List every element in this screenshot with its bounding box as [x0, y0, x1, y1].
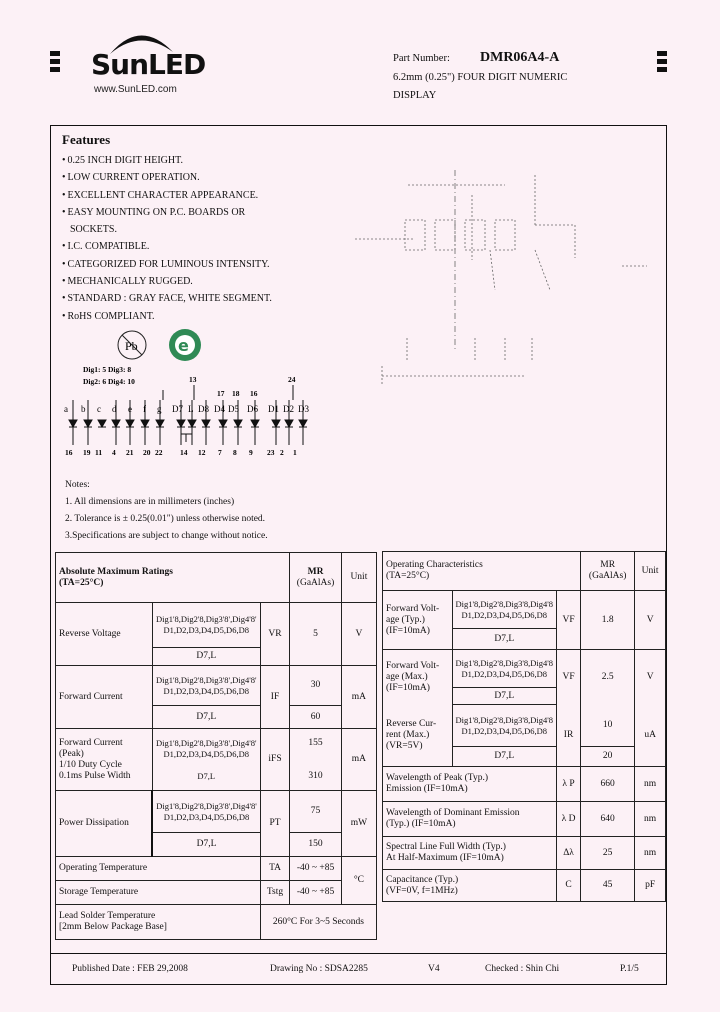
feature-item [62, 187, 272, 204]
segment-label: D4 [214, 404, 225, 414]
diode-icon [202, 420, 210, 427]
feature-item [62, 169, 272, 186]
diode-icon [251, 420, 259, 427]
logo-text: SunLED [91, 48, 206, 81]
segment-label: L [188, 404, 194, 414]
param-symbol: iFS [260, 729, 290, 791]
d7-group: D7,L [452, 629, 557, 650]
param-name: Forward Current [59, 737, 123, 748]
feature-item [62, 204, 272, 221]
col-mr-material: (GaAlAs) [296, 577, 335, 588]
diode-icon [299, 420, 307, 427]
feature-item [62, 273, 272, 290]
feature-text: EASY MOUNTING ON P.C. BOARDS OR [67, 206, 246, 218]
internal-circuit-diagram [55, 360, 320, 460]
param-name: (Typ.) (IF=10mA) [386, 819, 456, 829]
param-value: 5 [290, 603, 341, 666]
param-unit: mA [341, 666, 376, 729]
col-unit: Unit [635, 552, 666, 591]
d7-group: D7,L [152, 706, 260, 729]
param-unit: nm [635, 767, 666, 802]
param-unit: °C [341, 857, 376, 905]
param-symbol: VR [260, 603, 290, 666]
pin-number: 12 [198, 448, 206, 457]
description-line1: 6.2mm (0.25") FOUR DIGIT NUMERIC [393, 72, 568, 83]
table-row [383, 767, 666, 802]
digit-group: Dig1'8,Dig2'8,Dig3'8',Dig4'8' [155, 737, 257, 748]
feature-item [62, 290, 272, 307]
features-section [62, 132, 272, 325]
pin-number: 11 [95, 448, 103, 457]
d7-group: D7,L [152, 648, 260, 666]
operating-characteristics-table [382, 551, 666, 902]
feature-item: SOCKETS. [70, 224, 117, 236]
table-row [56, 791, 377, 833]
pin-number: 16 [65, 448, 73, 457]
param-name: Forward Volt- [386, 603, 440, 614]
d7-group: D7,L [452, 688, 557, 705]
param-symbol: VF [557, 591, 581, 650]
digit-pins-line2: Dig2: 6 Dig4: 10 [83, 377, 135, 386]
table-title: Absolute Maximum Ratings [59, 566, 174, 577]
param-value: 1.8 [581, 591, 635, 650]
table-row [56, 857, 377, 881]
segment-label: D2 [283, 404, 294, 414]
table-condition: (TA=25°C) [59, 577, 104, 588]
feature-item [62, 238, 272, 255]
version: V4 [428, 964, 440, 974]
segment-label: a [64, 404, 68, 414]
page-number: P.1/5 [620, 964, 639, 974]
d-group: D1,D2,D3,D4,D5,D6,D8 [461, 668, 547, 679]
pin-number: 4 [112, 448, 116, 457]
description-line2: DISPLAY [393, 90, 437, 101]
diode-icon [98, 420, 106, 427]
diode-icon [141, 420, 149, 427]
bullet-icon: • [62, 206, 66, 218]
param-name: Wavelength of Peak (Typ.) [386, 773, 488, 783]
table-row [56, 905, 377, 940]
param-name: Forward Volt- [386, 660, 440, 671]
col-mr-material: (GaAlAs) [588, 571, 627, 581]
footer [50, 957, 667, 985]
feature-text: LOW CURRENT OPERATION. [67, 172, 200, 184]
compliance-badges [115, 325, 215, 365]
feature-text: STANDARD : GRAY FACE, WHITE SEGMENT. [67, 293, 272, 305]
checked-by: Checked : Shin Chi [485, 964, 560, 974]
d-group: D1,D2,D3,D4,D5,D6,D8 [163, 748, 249, 759]
param-symbol: VF [557, 650, 581, 705]
param-symbol: IF [260, 666, 290, 729]
param-value: 10 [581, 705, 635, 747]
table-row [383, 837, 666, 870]
param-name: Capacitance (Typ.) [386, 874, 459, 885]
param-unit: V [341, 603, 376, 666]
param-name: (VF=0V, f=1MHz) [386, 885, 458, 896]
param-name: Forward Current [56, 666, 153, 729]
digit-group: Dig1'8,Dig2'8,Dig3'8',Dig4'8' [155, 614, 257, 624]
segment-label: c [97, 404, 101, 414]
param-value: 60 [290, 706, 341, 729]
diode-icon [285, 420, 293, 427]
diode-icon [234, 420, 242, 427]
param-symbol: λ D [557, 802, 581, 837]
notes-title: Notes: [65, 480, 90, 490]
pin-number: 13 [189, 375, 197, 384]
param-symbol: λ P [557, 767, 581, 802]
param-name: 0.1ms Pulse Width [59, 770, 131, 781]
d7-group: D7,L [152, 833, 260, 857]
bullet-icon: • [62, 172, 66, 184]
logo-url: www.SunLED.com [94, 84, 177, 95]
table-row [56, 603, 377, 648]
diode-icon [84, 420, 92, 427]
part-number: DMR06A4-A [480, 50, 560, 65]
rohs-icon [169, 329, 201, 361]
param-symbol: Δλ [557, 837, 581, 870]
digit-group: Dig1'8,Dig2'8,Dig3'8',Dig4'8' [155, 674, 257, 685]
diode-icon [126, 420, 134, 427]
digit-group: Dig1'8,Dig2'8,Dig3'8,Dig4'8 [455, 598, 554, 609]
diode-icon [177, 420, 185, 427]
param-value: 310 [308, 770, 323, 781]
param-unit: uA [635, 705, 666, 767]
param-name: Operating Temperature [56, 857, 261, 881]
param-symbol: Tstg [260, 881, 290, 905]
param-unit: nm [635, 837, 666, 870]
segment-label: g [157, 404, 162, 414]
table-row [383, 870, 666, 902]
bullet-icon: • [62, 258, 66, 270]
table-row [383, 705, 666, 747]
col-mr: MR [600, 560, 616, 570]
param-unit: mW [341, 791, 376, 857]
segment-label: D8 [198, 404, 209, 414]
col-mr: MR [307, 566, 324, 577]
col-unit: Unit [341, 553, 376, 603]
pin-number: 14 [180, 448, 188, 457]
feature-text: CATEGORIZED FOR LUMINOUS INTENSITY. [67, 258, 270, 270]
d-group: D1,D2,D3,D4,D5,D6,D8 [163, 625, 249, 635]
param-name: (Peak) [59, 748, 84, 759]
table-condition: (TA=25°C) [386, 571, 430, 581]
sunled-logo [88, 26, 208, 98]
pin-number: 19 [83, 448, 91, 457]
feature-text: I.C. COMPATIBLE. [67, 241, 150, 253]
pin-number: 17 [217, 389, 225, 398]
table-row [56, 729, 377, 791]
segment-label: D3 [298, 404, 309, 414]
bullet-icon: • [62, 241, 66, 253]
pin-number: 7 [218, 448, 222, 457]
param-value: 260°C For 3~5 Seconds [260, 905, 376, 940]
param-name: Reverse Cur- [386, 718, 437, 729]
bullet-icon: • [62, 155, 66, 166]
d7-group: D7,L [197, 770, 216, 781]
param-value: 155 [308, 737, 323, 748]
note-1: 1. All dimensions are in millimeters (inches) [65, 497, 235, 507]
digit-group: Dig1'8,Dig2'8,Dig3'8',Dig4'8' [156, 800, 257, 811]
pb-text: Pb [125, 339, 138, 353]
feature-item [62, 308, 272, 325]
feature-text: RoHS COMPLIANT. [67, 310, 155, 322]
diode-icon [188, 420, 196, 427]
segment-label: f [143, 404, 146, 414]
param-name: Lead Solder Temperature [59, 911, 156, 921]
table-row [383, 591, 666, 629]
param-name: Power Dissipation [56, 791, 153, 857]
param-value: 660 [581, 767, 635, 802]
feature-item [62, 256, 272, 273]
pin-number: 20 [143, 448, 151, 457]
segment-label: e [128, 404, 132, 414]
feature-text: MECHANICALLY RUGGED. [67, 276, 193, 288]
pin-number: 23 [267, 448, 275, 457]
segment-label: b [81, 404, 86, 414]
drawing-number: Drawing No : SDSA2285 [270, 964, 368, 974]
param-value: 150 [290, 833, 341, 857]
param-unit: V [635, 591, 666, 650]
param-value: 30 [290, 666, 341, 706]
param-value: 2.5 [581, 650, 635, 705]
param-name: Emission (IF=10mA) [386, 784, 468, 794]
param-value: 640 [581, 802, 635, 837]
absolute-maximum-ratings-table [55, 552, 377, 940]
pin-number: 24 [288, 375, 296, 384]
param-value: 20 [581, 747, 635, 767]
pb-free-icon [118, 331, 146, 359]
param-value: 25 [581, 837, 635, 870]
param-name: Wavelength of Dominant Emission [386, 808, 520, 818]
param-name: (VR=5V) [386, 740, 423, 751]
note-2: 2. Tolerance is ± 0.25(0.01") unless otherwise noted. [65, 514, 266, 524]
package-dimension-drawing [300, 140, 670, 390]
param-symbol: IR [557, 705, 581, 767]
param-name: age (Typ.) [386, 614, 425, 625]
features-title: Features [62, 132, 111, 147]
table-row [56, 881, 377, 905]
pin-number: 22 [155, 448, 163, 457]
pin-number: 18 [232, 389, 240, 398]
d-group: D1,D2,D3,D4,D5,D6,D8 [163, 811, 250, 822]
digit-group: Dig1'8,Dig2'8,Dig3'8,Dig4'8 [455, 714, 554, 725]
bullet-icon: • [62, 310, 66, 322]
diode-icon [69, 420, 77, 427]
table-title: Operating Characteristics [386, 560, 483, 570]
segment-label: d [112, 404, 117, 414]
param-name: 1/10 Duty Cycle [59, 759, 122, 770]
menu-bars-right-icon [657, 51, 667, 75]
feature-text: EXCELLENT CHARACTER APPEARANCE. [67, 189, 259, 201]
table-row [383, 650, 666, 688]
published-date: Published Date : FEB 29,2008 [72, 964, 188, 974]
table-row [56, 666, 377, 706]
rohs-text: e [178, 336, 189, 355]
param-name: Storage Temperature [56, 881, 261, 905]
param-name: Reverse Voltage [56, 603, 153, 666]
param-unit: nm [635, 802, 666, 837]
diode-icon [272, 420, 280, 427]
pin-number: 16 [250, 389, 258, 398]
param-symbol: C [557, 870, 581, 902]
param-value: 75 [290, 791, 341, 833]
param-name: At Half-Maximum (IF=10mA) [386, 853, 504, 863]
param-unit: mA [341, 729, 376, 791]
diode-icon [156, 420, 164, 427]
pin-number: 21 [126, 448, 134, 457]
d7-group: D7,L [452, 747, 557, 767]
part-number-label: Part Number: [393, 53, 450, 64]
feature-text: 0.25 INCH DIGIT HEIGHT. [67, 155, 183, 166]
notes-section [65, 477, 268, 545]
segment-label: D1 [268, 404, 279, 414]
bullet-icon: • [62, 276, 66, 288]
param-name: [2mm Below Package Base] [59, 922, 167, 932]
param-name: (IF=10mA) [386, 625, 430, 636]
param-name: (IF=10mA) [386, 682, 430, 693]
footer-divider [50, 953, 667, 954]
diode-icon [219, 420, 227, 427]
d-group: D1,D2,D3,D4,D5,D6,D8 [461, 725, 547, 736]
circuit-wire [181, 427, 192, 442]
feature-item [62, 152, 272, 169]
d-group: D1,D2,D3,D4,D5,D6,D8 [461, 609, 547, 620]
digit-pins-line1: Dig1: 5 Dig3: 8 [83, 365, 132, 374]
d-group: D1,D2,D3,D4,D5,D6,D8 [163, 685, 249, 696]
menu-bars-left-icon [50, 51, 60, 75]
digit-group: Dig1'8,Dig2'8,Dig3'8,Dig4'8 [455, 657, 554, 668]
pin-number: 1 [293, 448, 297, 457]
segment-label: D6 [247, 404, 258, 414]
param-value: -40 ~ +85 [290, 857, 341, 881]
pin-number: 9 [249, 448, 253, 457]
diode-icon [112, 420, 120, 427]
param-symbol: TA [260, 857, 290, 881]
table-row [383, 802, 666, 837]
param-value: 45 [581, 870, 635, 902]
param-name: rent (Max.) [386, 729, 430, 740]
param-unit: pF [635, 870, 666, 902]
bullet-icon: • [62, 293, 66, 305]
param-name: age (Max.) [386, 671, 428, 682]
param-unit: V [635, 650, 666, 705]
param-symbol: PT [260, 791, 290, 857]
note-3: 3.Specifications are subject to change without notice. [65, 531, 268, 541]
pin-number: 2 [280, 448, 284, 457]
bullet-icon: • [62, 189, 66, 201]
segment-label: D7 [172, 404, 183, 414]
param-name: Spectral Line Full Width (Typ.) [386, 842, 506, 852]
param-value: -40 ~ +85 [290, 881, 341, 905]
segment-label: D5 [228, 404, 239, 414]
pin-number: 8 [233, 448, 237, 457]
